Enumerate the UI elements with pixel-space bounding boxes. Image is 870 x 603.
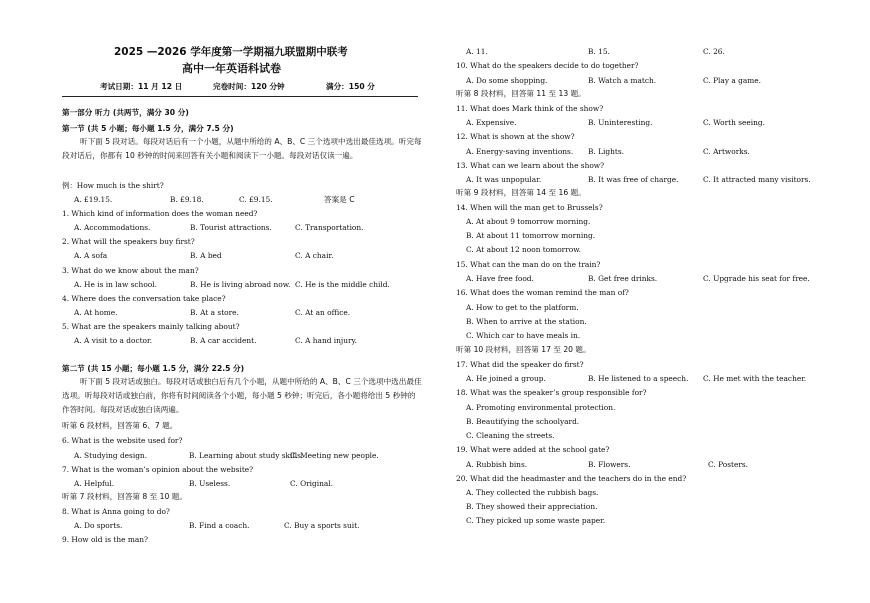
question-10: 10. What do the speakers decide to do together? xyxy=(456,61,639,70)
q9-option-a: A. 11. xyxy=(466,47,488,56)
part1-heading: 第一部分 听力 (共两节，满分 30 分) xyxy=(62,108,189,117)
q4-option-a: A. At home. xyxy=(74,308,118,317)
question-6: 6. What is the website used for? xyxy=(62,436,183,445)
section1-instructions: 听下面 5 段对话。每段对话后有一个小题，从题中所给的 A、B、C 三个选项中选出最佳选项。听完每段对话后，你都有 10 秒钟的时间来回答有关小题和阅读下一小题。每段对话仅读一遍。 xyxy=(62,137,422,160)
q13-option-c: C. It attracted many visitors. xyxy=(703,175,811,184)
q4-option-c: C. At an office. xyxy=(295,308,351,317)
q11-option-b: B. Uninteresting. xyxy=(588,118,653,127)
section2-heading: 第二节 (共 15 小题；每小题 1.5 分，满分 22.5 分) xyxy=(62,364,245,373)
example-option-a: A. £19.15. xyxy=(74,195,113,204)
q8-option-b: B. Find a coach. xyxy=(189,521,250,530)
question-2: 2. What will the speakers buy first? xyxy=(62,237,195,246)
group-7-label: 听第 7 段材料，回答第 8 至 10 题。 xyxy=(62,492,187,501)
header-rule xyxy=(62,96,418,97)
question-19: 19. What were added at the school gate? xyxy=(456,445,610,454)
question-16: 16. What does the woman remind the man of? xyxy=(456,288,629,297)
q12-option-c: C. Artworks. xyxy=(703,147,750,156)
q14-option-c: C. At about 12 noon tomorrow. xyxy=(466,245,581,254)
q2-option-c: C. A chair. xyxy=(295,251,334,260)
q10-option-c: C. Play a game. xyxy=(703,76,761,85)
q3-option-c: C. He is the middle child. xyxy=(295,280,390,289)
q11-option-c: C. Worth seeing. xyxy=(703,118,765,127)
q8-option-c: C. Buy a sports suit. xyxy=(284,521,360,530)
question-8: 8. What is Anna going to do? xyxy=(62,507,170,516)
q13-option-a: A. It was unpopular. xyxy=(466,175,542,184)
q13-option-b: B. It was free of charge. xyxy=(588,175,679,184)
question-15: 15. What can the man do on the train? xyxy=(456,260,601,269)
q10-option-b: B. Watch a match. xyxy=(588,76,657,85)
q18-option-a: A. Promoting environmental protection. xyxy=(466,403,616,412)
q10-option-a: A. Do some shopping. xyxy=(466,76,548,85)
q19-option-b: B. Flowers. xyxy=(588,460,631,469)
q5-option-c: C. A hand injury. xyxy=(295,336,358,345)
q16-option-c: C. Which car to have meals in. xyxy=(466,331,581,340)
q6-option-b: B. Learning about study skills. xyxy=(189,451,304,460)
q2-option-b: B. A bed xyxy=(190,251,222,260)
q18-option-c: C. Cleaning the streets. xyxy=(466,431,555,440)
q16-option-a: A. How to get to the platform. xyxy=(466,303,579,312)
section1-heading: 第一节 (共 5 小题；每小题 1.5 分，满分 7.5 分) xyxy=(62,124,234,133)
example-question: 例：How much is the shirt? xyxy=(62,181,164,190)
question-1: 1. Which kind of information does the woman need? xyxy=(62,209,258,218)
q17-option-b: B. He listened to a speech. xyxy=(588,374,689,383)
exam-date: 考试日期：11 月 12 日 xyxy=(100,82,183,91)
q5-option-b: B. A car accident. xyxy=(190,336,257,345)
q9-option-c: C. 26. xyxy=(703,47,725,56)
q1-option-c: C. Transportation. xyxy=(295,223,364,232)
q19-option-a: A. Rubbish bins. xyxy=(466,460,528,469)
question-17: 17. What did the speaker do first? xyxy=(456,360,584,369)
q18-option-b: B. Beautifying the schoolyard. xyxy=(466,417,580,426)
question-18: 18. What was the speaker’s group responsible for? xyxy=(456,388,647,397)
q19-option-c: C. Posters. xyxy=(708,460,749,469)
exam-duration: 完卷时间：120 分钟 xyxy=(213,82,285,91)
question-7: 7. What is the woman’s opinion about the website? xyxy=(62,465,254,474)
exam-subtitle: 高中一年英语科试卷 xyxy=(182,62,281,75)
q6-option-c: C. Meeting new people. xyxy=(290,451,379,460)
example-option-c: C. £9.15. xyxy=(239,195,273,204)
q15-option-b: B. Get free drinks. xyxy=(588,274,658,283)
q5-option-a: A. A visit to a doctor. xyxy=(74,336,153,345)
q20-option-c: C. They picked up some waste paper. xyxy=(466,516,606,525)
question-12: 12. What is shown at the show? xyxy=(456,132,575,141)
q7-option-c: C. Original. xyxy=(290,479,334,488)
question-11: 11. What does Mark think of the show? xyxy=(456,104,604,113)
q14-option-a: A. At about 9 tomorrow morning. xyxy=(466,217,591,226)
group-6-label: 听第 6 段材料，回答第 6、7 题。 xyxy=(62,421,178,430)
q1-option-a: A. Accommodations. xyxy=(74,223,151,232)
q4-option-b: B. At a store. xyxy=(190,308,239,317)
example-answer: 答案是 C xyxy=(324,195,355,204)
exam-title: 2025 —2026 学年度第一学期福九联盟期中联考 xyxy=(114,46,348,58)
q15-option-a: A. Have free food. xyxy=(466,274,534,283)
q3-option-a: A. He is in law school. xyxy=(74,280,157,289)
q14-option-b: B. At about 11 tomorrow morning. xyxy=(466,231,596,240)
q20-option-b: B. They showed their appreciation. xyxy=(466,502,598,511)
group-8-label: 听第 8 段材料，回答第 11 至 13 题。 xyxy=(456,89,586,98)
example-option-b: B. £9.18. xyxy=(170,195,204,204)
q1-option-b: B. Tourist attractions. xyxy=(190,223,272,232)
section2-instructions: 听下面 5 段对话或独白。每段对话或独白后有几个小题，从题中所给的 A、B、C 三个选项中选出最佳选项。听每段对话或独白前，你将有时间阅读各个小题，每小题 5 秒钟；听完后，各小题将给出 5 秒钟的作答时间。每段对话或独白读两遍。 xyxy=(62,377,422,414)
q17-option-c: C. He met with the teacher. xyxy=(703,374,807,383)
q11-option-a: A. Expensive. xyxy=(466,118,517,127)
question-9: 9. How old is the man? xyxy=(62,535,148,544)
group-10-label: 听第 10 段材料，回答第 17 至 20 题。 xyxy=(456,345,591,354)
q9-option-b: B. 15. xyxy=(588,47,610,56)
q7-option-b: B. Useless. xyxy=(189,479,231,488)
q3-option-b: B. He is living abroad now. xyxy=(190,280,291,289)
question-4: 4. Where does the conversation take place? xyxy=(62,294,226,303)
question-13: 13. What can we learn about the show? xyxy=(456,161,605,170)
q20-option-a: A. They collected the rubbish bags. xyxy=(466,488,599,497)
question-3: 3. What do we know about the man? xyxy=(62,266,199,275)
q12-option-b: B. Lights. xyxy=(588,147,625,156)
q6-option-a: A. Studying design. xyxy=(74,451,148,460)
exam-score: 满分：150 分 xyxy=(326,82,375,91)
question-20: 20. What did the headmaster and the teachers do in the end? xyxy=(456,474,687,483)
q15-option-c: C. Upgrade his seat for free. xyxy=(703,274,810,283)
q12-option-a: A. Energy-saving inventions. xyxy=(466,147,574,156)
question-14: 14. When will the man get to Brussels? xyxy=(456,203,603,212)
q16-option-b: B. When to arrive at the station. xyxy=(466,317,587,326)
q8-option-a: A. Do sports. xyxy=(74,521,123,530)
q7-option-a: A. Helpful. xyxy=(74,479,115,488)
q2-option-a: A. A sofa xyxy=(74,251,108,260)
question-5: 5. What are the speakers mainly talking about? xyxy=(62,322,240,331)
group-9-label: 听第 9 段材料，回答第 14 至 16 题。 xyxy=(456,188,586,197)
q17-option-a: A. He joined a group. xyxy=(466,374,546,383)
